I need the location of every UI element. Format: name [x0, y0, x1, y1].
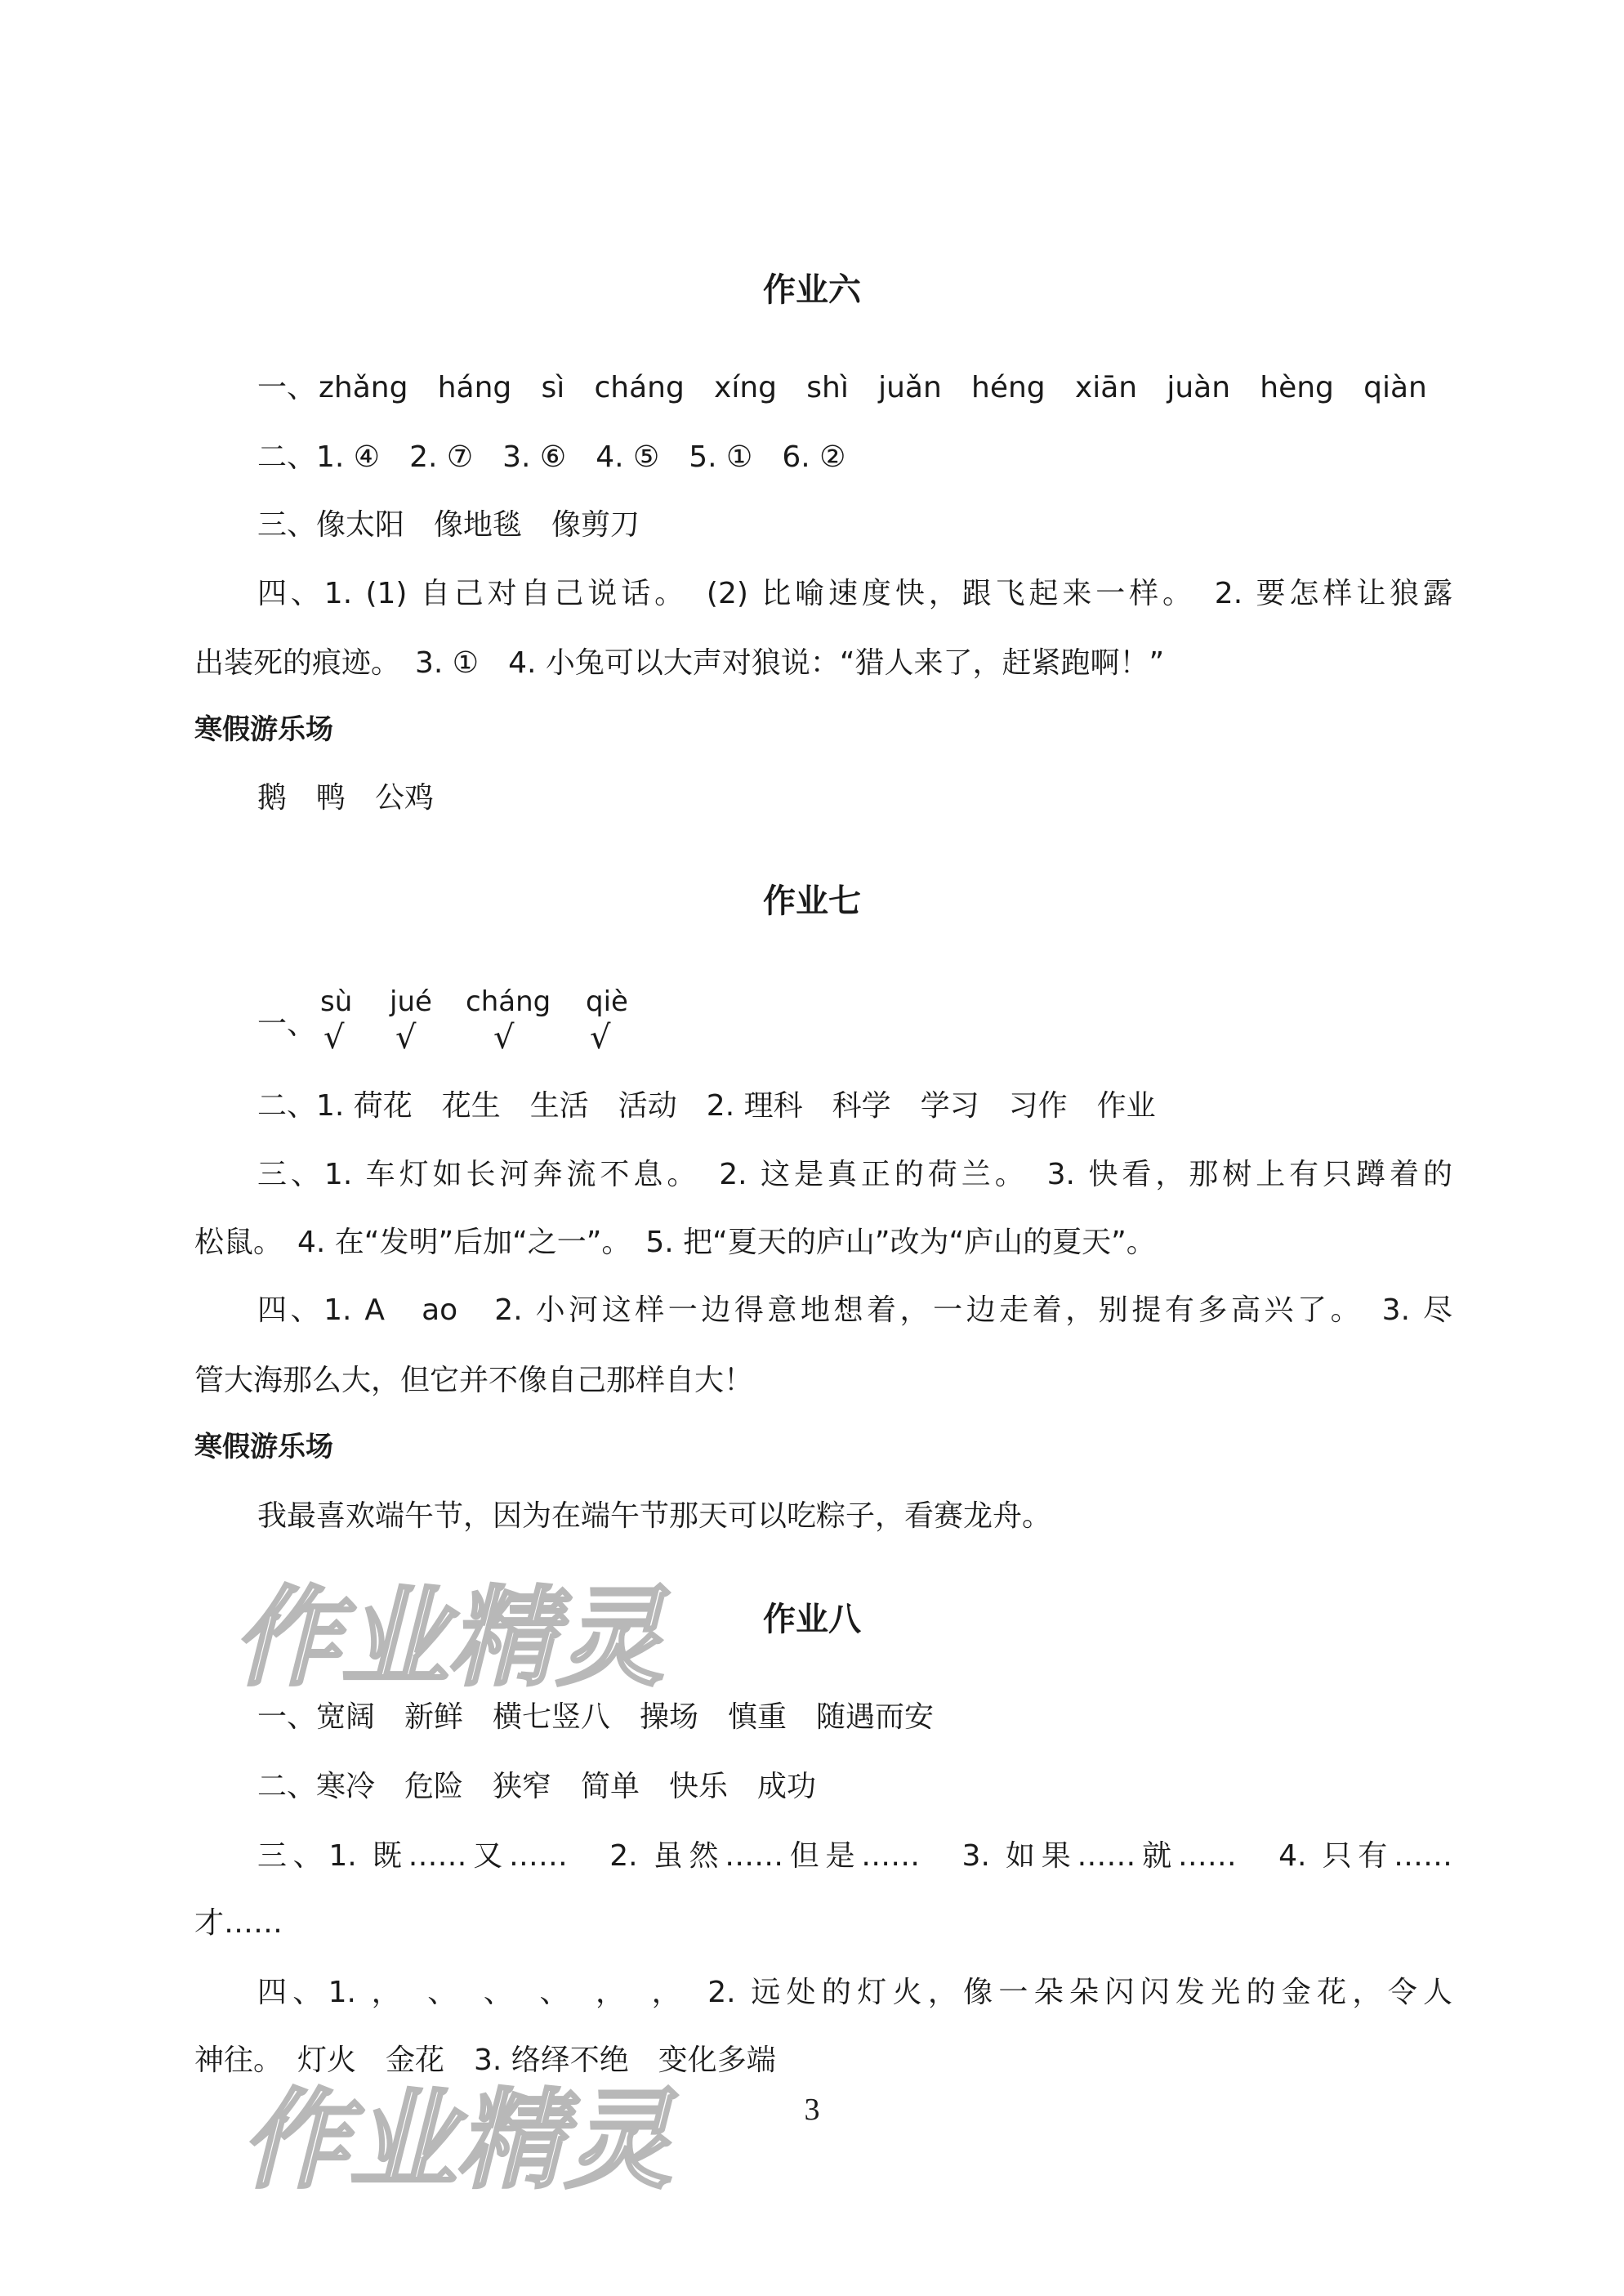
watermark-text: 作业精灵 — [241, 2078, 672, 2198]
watermark-text: 作业精灵 — [233, 1575, 664, 1695]
hw7-fun-answer: 我最喜欢端午节，因为在端午节那天可以吃粽子，看赛龙舟。 — [257, 1499, 1052, 1533]
hw8-q3-line1: 三、1. 既……又…… 2. 虽然……但是…… 3. 如果……就…… 4. 只有…… — [257, 1839, 1452, 1873]
hw8-q1: 一、宽阔 新鲜 横七竖八 操场 慎重 随遇而安 — [257, 1700, 935, 1734]
hw8-q4-line2: 神往。 灯火 金花 3. 络绎不绝 变化多端 — [194, 2044, 776, 2077]
hw8-q4-line1: 四、1. ， 、 、 、 ， ， 2. 远处的灯火，像一朵朵闪闪发光的金花，令人 — [257, 1976, 1452, 2009]
check-mark-icon: √ — [590, 1019, 611, 1056]
pinyin: xiān — [1074, 371, 1138, 404]
hw6-q1-pinyin-row — [319, 370, 1427, 406]
hw7-fun-title: 寒假游乐场 — [194, 1431, 333, 1463]
pinyin: héng — [971, 371, 1046, 404]
hw7-q3-line1: 三、1. 车灯如长河奔流不息。 2. 这是真正的荷兰。 3. 快看，那树上有只蹲着的 — [257, 1158, 1452, 1191]
hw6-q4-line1: 四、1. (1) 自己对自己说话。 (2) 比喻速度快，跟飞起来一样。 2. 要怎样让狼露 — [257, 577, 1452, 610]
hw7-q3-line2: 松鼠。 4. 在“发明”后加“之一”。 5. 把“夏天的庐山”改为“庐山的夏天”。 — [194, 1226, 1156, 1259]
pinyin: cháng — [466, 985, 551, 1018]
page-number: 3 — [804, 2093, 820, 2127]
pinyin: sù — [320, 985, 353, 1018]
pinyin: shì — [806, 371, 849, 404]
hw8-title: 作业八 — [763, 1601, 861, 1638]
pinyin: qiè — [586, 985, 628, 1018]
pinyin: jué — [390, 985, 432, 1018]
pinyin: cháng — [594, 371, 685, 404]
hw7-q4-line1: 四、1. A ao 2. 小河这样一边得意地想着，一边走着，别提有多高兴了。 3. 尽 — [257, 1293, 1452, 1327]
hw6-fun-answer: 鹅 鸭 公鸡 — [257, 781, 435, 815]
pinyin: sì — [541, 371, 565, 404]
check-mark-icon: √ — [323, 1019, 345, 1056]
hw6-fun-title: 寒假游乐场 — [194, 713, 333, 746]
pinyin: xíng — [714, 371, 778, 404]
pinyin: háng — [437, 371, 512, 404]
watermark-logo — [233, 1573, 674, 1695]
watermark-logo — [241, 2075, 682, 2198]
hw6-q1-label: 一、 — [257, 371, 317, 404]
hw6-title: 作业六 — [763, 271, 861, 309]
check-mark-icon: √ — [493, 1019, 515, 1056]
check-mark-icon: √ — [395, 1019, 417, 1056]
pinyin: juǎn — [878, 371, 942, 404]
hw7-q4-line2: 管大海那么大，但它并不像自己那样自大！ — [194, 1364, 754, 1397]
pinyin: zhǎng — [319, 371, 408, 404]
hw6-q4-line2: 出装死的痕迹。 3. ① 4. 小兔可以大声对狼说：“猎人来了，赶紧跑啊！” — [194, 646, 1165, 680]
hw6-q2: 二、1. ④ 2. ⑦ 3. ⑥ 4. ⑤ 5. ① 6. ② — [257, 440, 846, 474]
pinyin: qiàn — [1363, 371, 1427, 404]
hw7-title: 作业七 — [763, 882, 861, 920]
pinyin: juàn — [1167, 371, 1231, 404]
hw8-q3-line2: 才…… — [194, 1906, 283, 1940]
hw6-q3: 三、像太阳 像地毯 像剪刀 — [257, 508, 640, 542]
hw8-q2: 二、寒冷 危险 狭窄 简单 快乐 成功 — [257, 1770, 817, 1803]
pinyin: hèng — [1260, 371, 1334, 404]
hw7-q2: 二、1. 荷花 花生 生活 活动 2. 理科 科学 学习 习作 作业 — [257, 1089, 1156, 1123]
hw7-q1-label: 一、 — [257, 1007, 317, 1041]
